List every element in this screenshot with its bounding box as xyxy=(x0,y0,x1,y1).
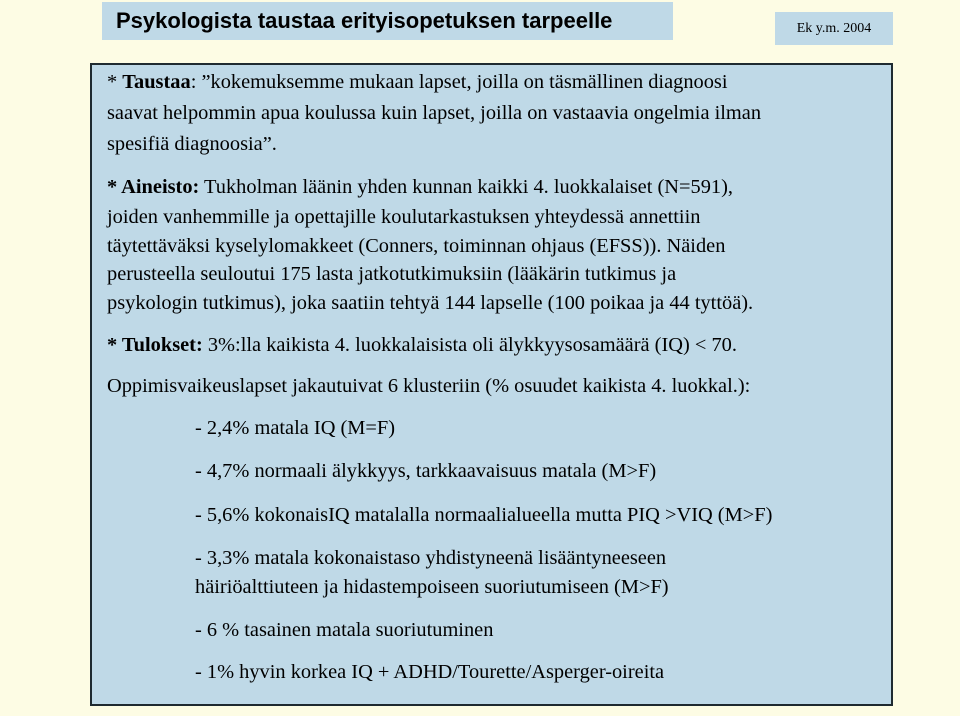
results-label: * Tulokset: xyxy=(107,334,203,356)
results-line-1 xyxy=(107,333,737,357)
slide-title-text: Psykologista taustaa erityisopetuksen tarpeelle xyxy=(116,8,613,33)
cluster-item-5: - 6 % tasainen matala suoriutuminen xyxy=(195,619,494,641)
content-panel xyxy=(90,63,893,706)
source-text: Ek y.m. 2004 xyxy=(796,20,872,36)
background-bullet: * xyxy=(107,71,123,93)
cluster-item-1: - 2,4% matala IQ (M=F) xyxy=(195,417,396,439)
background-text-1: : ”kokemuksemme mukaan lapset, joilla on täsmällinen diagnoosi xyxy=(190,71,728,93)
results-line-2: Oppimisvaikeuslapset jakautuivat 6 klusteriin (% osuudet kaikista 4. luokkal.): xyxy=(107,375,751,397)
background-label: Taustaa xyxy=(122,71,191,93)
background-line-3: spesifiä diagnoosia”. xyxy=(107,133,277,155)
cluster-item-3: - 5,6% kokonaisIQ matalalla normaalialueella mutta PIQ >VIQ (M>F) xyxy=(195,504,773,526)
slide-title xyxy=(102,2,673,40)
material-line-2: joiden vanhemmille ja opettajille koulutarkastuksen yhteydessä annettiin xyxy=(107,206,701,228)
cluster-item-4: - 3,3% matala kokonaistaso yhdistyneenä lisääntyneeseen xyxy=(195,547,667,569)
cluster-item-6: - 1% hyvin korkea IQ + ADHD/Tourette/Asperger-oireita xyxy=(195,661,665,683)
material-text-1: Tukholman läänin yhden kunnan kaikki 4. luokkalaiset (N=591), xyxy=(199,176,733,198)
source-label xyxy=(775,12,893,45)
cluster-item-4-cont: häiriöalttiuteen ja hidastempoiseen suoriutumiseen (M>F) xyxy=(195,576,669,598)
material-line-3: täytettäväksi kyselylomakkeet (Conners, toiminnan ohjaus (EFSS)). Näiden xyxy=(107,235,726,257)
material-line-4: perusteella seuloutui 175 lasta jatkotutkimuksiin (lääkärin tutkimus ja xyxy=(107,263,677,285)
material-label: * Aineisto: xyxy=(107,176,200,198)
background-line-1 xyxy=(107,70,728,94)
cluster-item-2: - 4,7% normaali älykkyys, tarkkaavaisuus matala (M>F) xyxy=(195,460,657,482)
results-text-1: 3%:lla kaikista 4. luokkalaisista oli älykkyysosamäärä (IQ) < 70. xyxy=(202,334,737,356)
background-line-2: saavat helpommin apua koulussa kuin lapset, joilla on vastaavia ongelmia ilman xyxy=(107,102,762,124)
material-line-5: psykologin tutkimus), joka saatiin tehtyä 144 lapselle (100 poikaa ja 44 tyttöä). xyxy=(107,292,754,314)
material-line-1 xyxy=(107,175,733,199)
